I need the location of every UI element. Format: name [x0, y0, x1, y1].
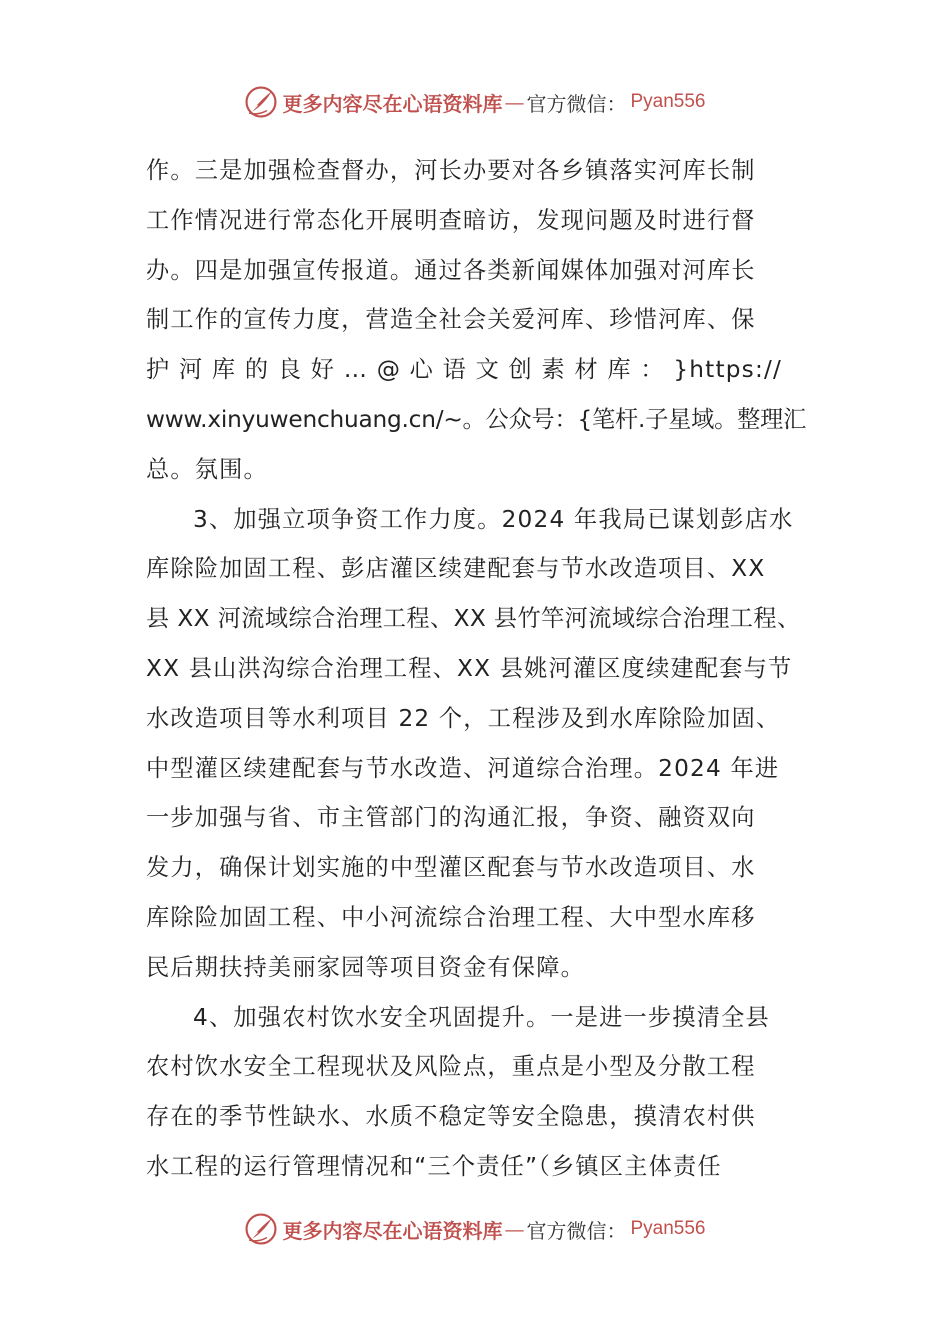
quill-logo-icon	[244, 1212, 278, 1246]
text-line: 民后期扶持美丽家园等项目资金有保障。	[146, 953, 585, 981]
banner-separator: —	[504, 90, 525, 114]
paragraph-start-line: 3、加强立项争资工作力度。2024 年我局已谋划彭店水	[193, 505, 794, 533]
text-line: 作。三是加强检查督办，河长办要对各乡镇落实河库长制	[146, 157, 756, 184]
banner-separator: —	[504, 1217, 525, 1241]
text-line: 中型灌区续建配套与节水改造、河道综合治理。2024 年进	[146, 754, 780, 782]
text-line: 发力，确保计划实施的中型灌区配套与节水改造项目、水	[146, 854, 756, 882]
text-line: 制工作的宣传力度，营造全社会关爱河库、珍惜河库、保	[146, 306, 756, 334]
text-line: 工作情况进行常态化开展明查暗访，发现问题及时进行督	[146, 206, 756, 234]
text-line: 总。氛围。	[146, 455, 268, 483]
text-line: 办。四是加强宣传报道。通过各类新闻媒体加强对河库长	[146, 256, 756, 284]
quill-logo-icon	[244, 85, 278, 119]
text-line: XX 县山洪沟综合治理工程、XX 县姚河灌区度续建配套与节	[146, 654, 793, 682]
banner-brand-text: 更多内容尽在心语资料库	[282, 91, 503, 116]
text-line: 库除险加固工程、中小河流综合治理工程、大中型水库移	[146, 903, 756, 931]
text-line: 县 XX 河流域综合治理工程、XX 县竹竿河流域综合治理工程、	[146, 605, 801, 633]
text-line: 农村饮水安全工程现状及风险点，重点是小型及分散工程	[146, 1053, 756, 1081]
text-line-spaced: 护 河 库 的 良 好 … @ 心 语 文 创 素 材 库 ： }https://	[146, 356, 782, 384]
body-text	[146, 146, 806, 1192]
banner-official-label: 官方微信：	[526, 1218, 627, 1243]
banner-brand-text: 更多内容尽在心语资料库	[282, 1218, 503, 1243]
banner-wechat-id: Pyan556	[630, 91, 706, 112]
text-line: 库除险加固工程、彭店灌区续建配套与节水改造项目、XX	[146, 555, 766, 583]
footer-banner	[0, 1209, 950, 1249]
header-banner	[0, 82, 950, 122]
paragraph-start-line: 4、加强农村饮水安全巩固提升。一是进一步摸清全县	[193, 1003, 770, 1031]
text-line: 水工程的运行管理情况和“三个责任”（乡镇区主体责任	[146, 1152, 722, 1180]
text-line: www.xinyuwenchuang.cn/~。公众号：{笔杆.子星域。整理汇	[146, 405, 807, 433]
text-line: 存在的季节性缺水、水质不稳定等安全隐患，摸清农村供	[146, 1103, 756, 1131]
banner-wechat-id: Pyan556	[630, 1218, 706, 1239]
text-line: 一步加强与省、市主管部门的沟通汇报，争资、融资双向	[146, 804, 756, 832]
text-line: 水改造项目等水利项目 22 个，工程涉及到水库除险加固、	[146, 704, 781, 732]
banner-official-label: 官方微信：	[526, 91, 627, 116]
